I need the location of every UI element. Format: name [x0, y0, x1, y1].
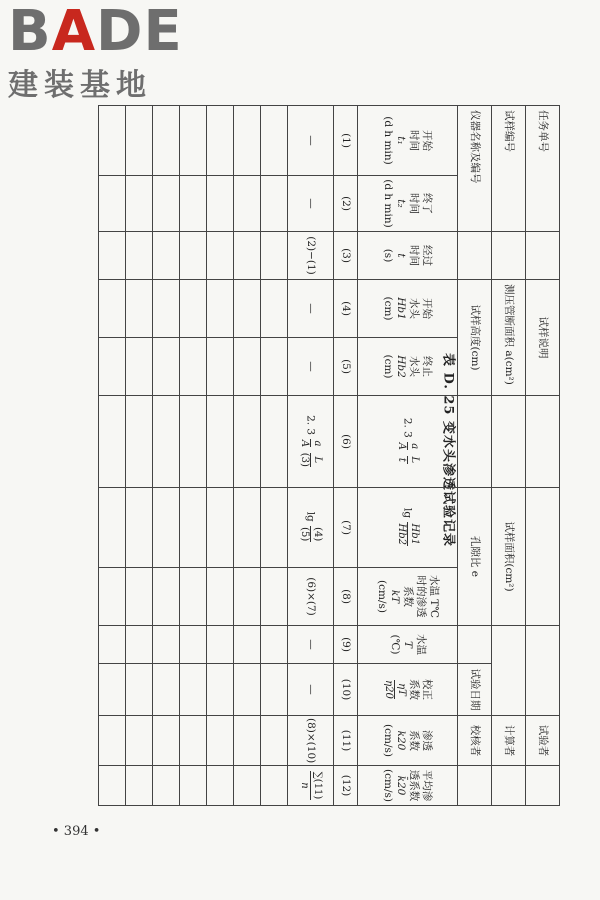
column-index: (11): [334, 716, 358, 766]
checker-value[interactable]: [458, 766, 492, 806]
header-unit: (cm/s): [382, 724, 395, 757]
column-index-row: [334, 106, 358, 806]
data-cell[interactable]: [261, 568, 288, 626]
data-cell[interactable]: [261, 396, 288, 488]
fraction-numerator: a: [312, 440, 323, 447]
column-index: (9): [334, 626, 358, 664]
calculator-label: 计算者: [492, 716, 526, 766]
sample-desc-label: 试样说明: [526, 280, 560, 396]
checker-label: 校核者: [458, 716, 492, 766]
data-cell[interactable]: [126, 488, 153, 568]
formula-fraction: [298, 453, 323, 467]
data-cell[interactable]: [126, 716, 153, 766]
data-cell[interactable]: [153, 568, 180, 626]
data-cell[interactable]: [234, 664, 261, 716]
formula-prefix: lg: [304, 511, 317, 522]
data-cell[interactable]: [99, 106, 126, 176]
data-cell[interactable]: [207, 568, 234, 626]
data-cell[interactable]: [261, 716, 288, 766]
data-cell[interactable]: [207, 280, 234, 338]
pipe-area-value[interactable]: [492, 396, 526, 488]
blank-cell: [526, 626, 560, 716]
data-cell[interactable]: [207, 664, 234, 716]
col-header-kt: [358, 568, 458, 626]
logo: [8, 0, 188, 104]
sample-area-label: 试样面积(cm²): [492, 488, 526, 626]
data-cell[interactable]: [99, 568, 126, 626]
sample-area-value[interactable]: [492, 626, 526, 716]
header-line: 时的渗透: [415, 575, 427, 618]
data-cell[interactable]: [180, 280, 207, 338]
data-cell[interactable]: [261, 626, 288, 664]
header-unit: (d h min): [382, 116, 395, 165]
formula-fraction: [298, 526, 323, 542]
data-cell[interactable]: [261, 766, 288, 806]
tester-value[interactable]: [526, 766, 560, 806]
data-cell[interactable]: [234, 176, 261, 232]
formula-cell: —: [288, 664, 334, 716]
data-cell[interactable]: [180, 626, 207, 664]
data-cell[interactable]: [261, 488, 288, 568]
data-cell[interactable]: [153, 176, 180, 232]
header-symbol: kT: [389, 589, 401, 604]
data-cell[interactable]: [99, 396, 126, 488]
data-cell[interactable]: [126, 176, 153, 232]
header-line: 渗透: [421, 730, 434, 751]
data-cell[interactable]: [180, 176, 207, 232]
fraction-denominator: t: [396, 457, 407, 462]
info-row: [458, 106, 492, 806]
data-cell[interactable]: [153, 766, 180, 806]
sample-no-value[interactable]: [492, 232, 526, 280]
formula-cell: —: [288, 106, 334, 176]
data-cell[interactable]: [207, 176, 234, 232]
data-cell[interactable]: [153, 716, 180, 766]
formula-cell: [288, 488, 334, 568]
fraction-numerator: L: [409, 456, 420, 464]
header-symbol: t₁: [395, 136, 408, 145]
data-cell[interactable]: [153, 488, 180, 568]
header-line: 水头: [408, 298, 421, 319]
logo-letter: DE: [96, 0, 183, 64]
header-line: 经过: [421, 245, 434, 266]
data-cell[interactable]: [99, 716, 126, 766]
table-row: [126, 106, 153, 806]
header-unit: (cm): [382, 296, 395, 321]
data-cell[interactable]: [180, 716, 207, 766]
fraction-numerator: L: [310, 453, 323, 467]
data-cell[interactable]: [180, 106, 207, 176]
data-cell[interactable]: [126, 338, 153, 396]
formula-fraction: [382, 680, 407, 699]
data-cell[interactable]: [153, 280, 180, 338]
data-cell[interactable]: [180, 766, 207, 806]
header-line: 时间: [408, 245, 421, 266]
header-line: 系数: [408, 730, 421, 751]
data-cell[interactable]: [207, 338, 234, 396]
table-title: 表 D. 25 变水头渗透试验记录: [440, 352, 456, 548]
record-table: [98, 105, 560, 806]
fraction-denominator: (3): [299, 452, 310, 467]
header-symbol: k̄20: [395, 775, 408, 796]
formula-cell: [288, 396, 334, 488]
col-header-end-head: [358, 338, 458, 396]
data-cell[interactable]: [261, 338, 288, 396]
sample-height-value[interactable]: [458, 396, 492, 488]
formula-fraction: [298, 439, 323, 447]
data-cell[interactable]: [126, 232, 153, 280]
header-symbol: t: [395, 253, 408, 258]
page-number: • 394 •: [52, 824, 101, 839]
data-cell[interactable]: [180, 396, 207, 488]
data-cell[interactable]: [126, 664, 153, 716]
data-cell[interactable]: [99, 488, 126, 568]
fraction-denominator: A: [299, 439, 310, 448]
formula-row: [288, 106, 334, 806]
col-header-avg-k20: [358, 766, 458, 806]
fraction-numerator: a: [409, 443, 420, 450]
header-line: 水头: [408, 356, 421, 377]
formula-cell: —: [288, 338, 334, 396]
data-cell[interactable]: [207, 716, 234, 766]
task-no-value[interactable]: [526, 232, 560, 280]
header-line: 终了: [421, 193, 434, 214]
header-unit: (d h min): [382, 179, 395, 228]
formula-cell: [288, 766, 334, 806]
formula-cell: —: [288, 176, 334, 232]
data-cell[interactable]: [99, 232, 126, 280]
header-line: 时间: [408, 130, 421, 151]
table-row: [261, 106, 288, 806]
formula-fraction: [298, 771, 323, 801]
header-line: 水温 T℃: [428, 574, 440, 619]
header-line: 开始: [421, 298, 434, 319]
column-index: (5): [334, 338, 358, 396]
data-cell[interactable]: [261, 664, 288, 716]
fraction-numerator: ηT: [394, 680, 407, 699]
data-cell[interactable]: [234, 568, 261, 626]
formula-cell: (2)−(1): [288, 232, 334, 280]
column-index: (8): [334, 568, 358, 626]
data-cell[interactable]: [126, 280, 153, 338]
column-index: (3): [334, 232, 358, 280]
data-cell[interactable]: [207, 396, 234, 488]
table-row: [180, 106, 207, 806]
data-cell[interactable]: [99, 626, 126, 664]
header-line: 水温: [415, 634, 427, 655]
data-cell[interactable]: [99, 176, 126, 232]
header-line: 透系数: [408, 769, 421, 802]
header-line: 系数: [408, 679, 420, 700]
sample-height-label: 试样高度(cm): [458, 280, 492, 396]
data-cell[interactable]: [126, 396, 153, 488]
fraction-denominator: n: [299, 782, 310, 789]
fraction-denominator: A: [396, 442, 407, 450]
logo-wordmark: [8, 0, 188, 64]
data-cell[interactable]: [126, 568, 153, 626]
column-index: (6): [334, 396, 358, 488]
table-row: [234, 106, 261, 806]
data-cell[interactable]: [126, 626, 153, 664]
data-cell[interactable]: [180, 488, 207, 568]
sample-no-label: 试样编号: [492, 106, 526, 232]
data-cell[interactable]: [261, 106, 288, 176]
formula-cell: (8)×(10): [288, 716, 334, 766]
col-header-start-head: [358, 280, 458, 338]
fraction-numerator: Hb1: [409, 523, 420, 545]
header-unit: (s): [382, 248, 395, 263]
data-cell[interactable]: [207, 488, 234, 568]
header-line: 平均渗: [421, 769, 434, 802]
data-cell[interactable]: [126, 106, 153, 176]
col-header-k20: [358, 716, 458, 766]
header-line: 开始: [421, 130, 434, 151]
sample-desc-value[interactable]: [526, 396, 560, 488]
header-line: 时间: [408, 193, 421, 214]
void-ratio-label: 孔隙比 e: [458, 488, 492, 626]
table-row: [153, 106, 180, 806]
formula-fraction: [395, 456, 420, 465]
info-row: [526, 106, 560, 806]
header-symbol: Hb2: [395, 355, 408, 378]
col-header-end-time: [358, 176, 458, 232]
data-cell[interactable]: [153, 396, 180, 488]
header-symbol: k20: [395, 730, 408, 751]
formula-cell: (6)×(7): [288, 568, 334, 626]
logo-letter: B: [8, 0, 52, 64]
header-symbol: Hb1: [395, 297, 408, 320]
column-index: (4): [334, 280, 358, 338]
column-index: (1): [334, 106, 358, 176]
data-cell[interactable]: [234, 232, 261, 280]
data-cell[interactable]: [153, 106, 180, 176]
task-no-label: 任务单号: [526, 106, 560, 232]
data-cell[interactable]: [207, 232, 234, 280]
record-table-wrapper: [140, 105, 560, 805]
formula-prefix: 2. 3: [304, 415, 317, 436]
header-unit: (℃): [389, 634, 401, 655]
data-cell[interactable]: [261, 176, 288, 232]
data-cell[interactable]: [153, 232, 180, 280]
column-index: (7): [334, 488, 358, 568]
data-cell[interactable]: [261, 232, 288, 280]
data-cell[interactable]: [153, 338, 180, 396]
logo-letter-accent: A: [51, 0, 97, 64]
data-cell[interactable]: [234, 280, 261, 338]
void-ratio-value[interactable]: [458, 626, 492, 664]
fraction-numerator: (4): [312, 527, 323, 542]
column-header-row: [358, 106, 458, 806]
instrument-label: 仪器名称及编号: [458, 106, 492, 232]
fraction-denominator: Hb2: [396, 523, 407, 545]
blank-cell: [526, 488, 560, 626]
header-unit: (cm/s): [376, 580, 388, 613]
data-cell[interactable]: [99, 280, 126, 338]
header-line: 终止: [421, 356, 434, 377]
calculator-value[interactable]: [492, 766, 526, 806]
header-line: 校正: [421, 679, 433, 700]
column-index: (12): [334, 766, 358, 806]
formula-cell: —: [288, 280, 334, 338]
data-cell[interactable]: [234, 396, 261, 488]
data-rows: [99, 106, 288, 806]
column-index: (10): [334, 664, 358, 716]
data-cell[interactable]: [234, 626, 261, 664]
formula-fraction: [395, 442, 420, 450]
data-cell[interactable]: [180, 232, 207, 280]
formula-prefix: 2. 3: [401, 417, 414, 438]
header-unit: (cm): [382, 354, 395, 379]
data-cell[interactable]: [234, 488, 261, 568]
info-row: [492, 106, 526, 806]
data-cell[interactable]: [99, 664, 126, 716]
data-cell[interactable]: [99, 338, 126, 396]
fraction-denominator: η20: [383, 680, 394, 699]
formula-fraction: [395, 522, 420, 545]
data-cell[interactable]: [234, 716, 261, 766]
data-cell[interactable]: [207, 106, 234, 176]
header-symbol: T: [402, 640, 414, 648]
data-cell[interactable]: [153, 664, 180, 716]
data-cell[interactable]: [180, 338, 207, 396]
data-cell[interactable]: [180, 568, 207, 626]
col-header-elapsed-time: [358, 232, 458, 280]
fraction-numerator: ∑(11): [312, 771, 323, 800]
data-cell[interactable]: [234, 766, 261, 806]
data-cell[interactable]: [99, 766, 126, 806]
table-row: [99, 106, 126, 806]
data-cell[interactable]: [153, 626, 180, 664]
fraction-denominator: (5): [299, 527, 310, 542]
tester-label: 试验者: [526, 716, 560, 766]
col-header-start-time: [358, 106, 458, 176]
data-cell[interactable]: [180, 664, 207, 716]
column-index: (2): [334, 176, 358, 232]
data-cell[interactable]: [234, 106, 261, 176]
data-cell[interactable]: [261, 280, 288, 338]
header-unit: (cm/s): [382, 769, 395, 802]
data-cell[interactable]: [207, 626, 234, 664]
instrument-value[interactable]: [458, 232, 492, 280]
col-header-water-temp: [358, 626, 458, 664]
col-header-coefficient-expr: [358, 396, 458, 488]
table-row: [207, 106, 234, 806]
formula-cell: —: [288, 626, 334, 664]
col-header-log-ratio: [358, 488, 458, 568]
logo-subtitle: 建装基地: [8, 68, 152, 103]
formula-prefix: lg: [401, 508, 414, 519]
col-header-correction: [358, 664, 458, 716]
data-cell[interactable]: [126, 766, 153, 806]
data-cell[interactable]: [207, 766, 234, 806]
pipe-area-label: 测压管断面积 a(cm²): [492, 280, 526, 396]
header-line: 系数: [402, 586, 414, 607]
test-date-label: 试验日期: [458, 664, 492, 716]
data-cell[interactable]: [234, 338, 261, 396]
header-symbol: t₂: [395, 199, 408, 208]
